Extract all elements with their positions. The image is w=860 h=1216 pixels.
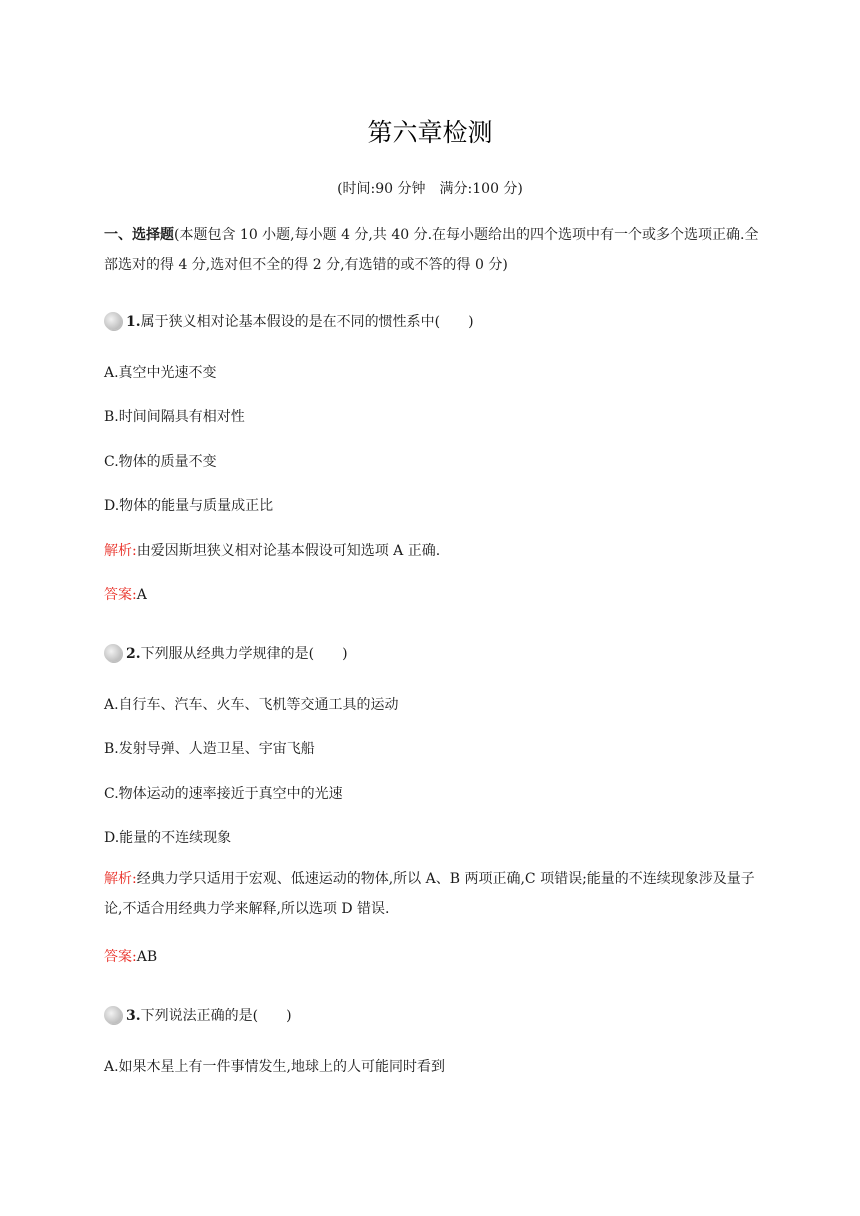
- question-stem: 属于狭义相对论基本假设的是在不同的惯性系中( ): [140, 314, 474, 330]
- question-number: 1.: [126, 314, 141, 330]
- question-stem: 下列说法正确的是( ): [140, 1008, 292, 1024]
- question-number: 2.: [126, 646, 141, 662]
- answer-label: 答案:: [104, 587, 137, 603]
- question-2-header: [104, 643, 348, 663]
- option-a: A.自行车、汽车、火车、飞机等交通工具的运动: [104, 697, 399, 713]
- option-d: D.能量的不连续现象: [104, 830, 232, 846]
- section-heading: 一、选择题: [104, 227, 174, 243]
- analysis-text: 由爱因斯坦狭义相对论基本假设可知选项 A 正确.: [136, 543, 441, 559]
- analysis-text: 经典力学只适用于宏观、低速运动的物体,所以 A、B 两项正确,C 项错误;能量的不连续现象涉及量子论,不适合用经典力学来解释,所以选项 D 错误.: [104, 871, 755, 917]
- option-c: C.物体的质量不变: [104, 454, 217, 470]
- option-a: A.真空中光速不变: [104, 365, 217, 381]
- question-bullet-icon: [104, 312, 122, 330]
- answer-text: AB: [136, 949, 158, 965]
- section-description: (本题包含 10 小题,每小题 4 分,共 40 分.在每小题给出的四个选项中有一个或多个选项正确.全部选对的得 4 分,选对但不全的得 2 分,有选错的或不答的得 0 分): [104, 227, 759, 273]
- analysis: [104, 864, 759, 924]
- question-1-header: [104, 311, 474, 331]
- answer: [104, 584, 147, 604]
- analysis-label: 解析:: [104, 871, 137, 887]
- exam-info: (时间:90 分钟 满分:100 分): [337, 181, 523, 197]
- section-instructions: [104, 220, 759, 280]
- answer: [104, 946, 157, 966]
- option-d: D.物体的能量与质量成正比: [104, 498, 274, 514]
- answer-text: A: [136, 587, 147, 603]
- option-a: A.如果木星上有一件事情发生,地球上的人可能同时看到: [104, 1059, 446, 1075]
- question-bullet-icon: [104, 644, 122, 662]
- option-c: C.物体运动的速率接近于真空中的光速: [104, 786, 343, 802]
- question-number: 3.: [126, 1008, 141, 1024]
- page-title: 第六章检测: [367, 118, 493, 147]
- option-b: B.时间间隔具有相对性: [104, 409, 245, 425]
- question-bullet-icon: [104, 1006, 122, 1024]
- answer-label: 答案:: [104, 949, 137, 965]
- option-b: B.发射导弹、人造卫星、宇宙飞船: [104, 741, 315, 757]
- question-3-header: [104, 1005, 292, 1025]
- analysis-label: 解析:: [104, 543, 137, 559]
- question-stem: 下列服从经典力学规律的是( ): [140, 646, 348, 662]
- analysis: [104, 540, 440, 560]
